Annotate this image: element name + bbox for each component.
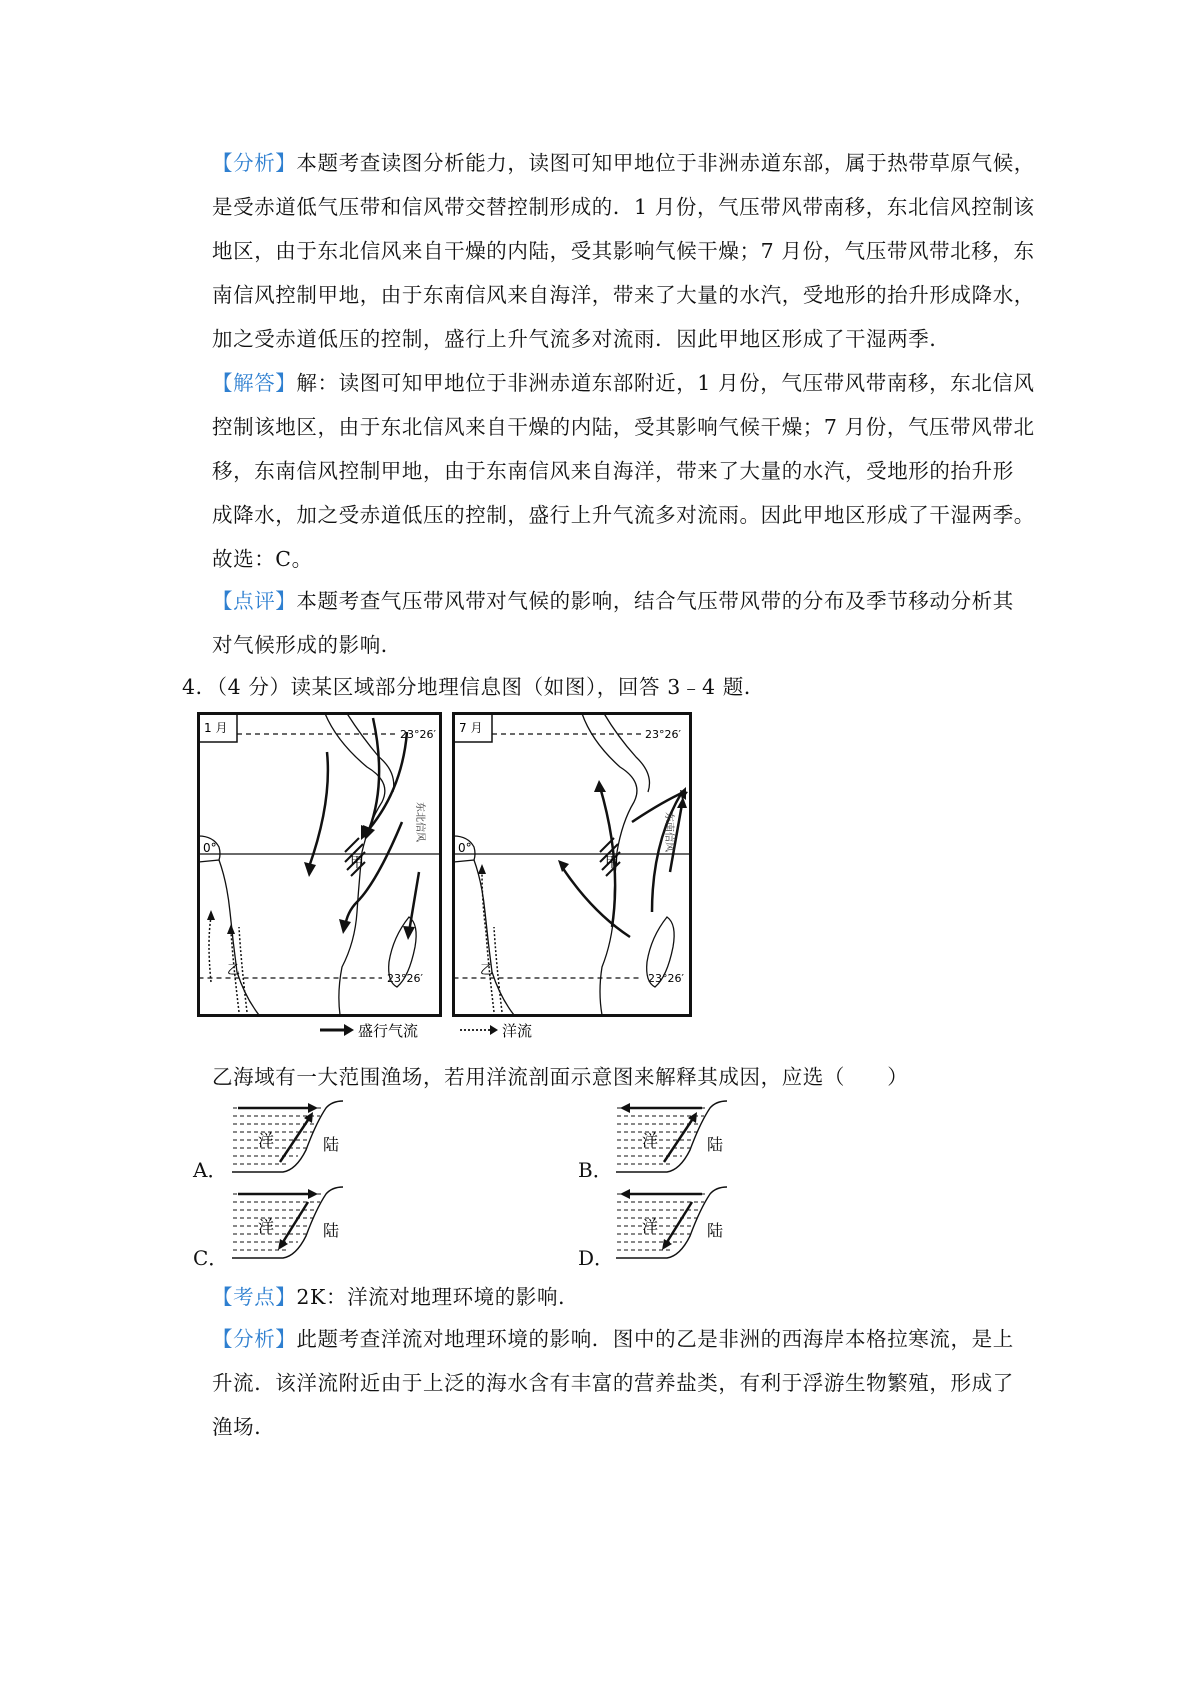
kaodian-line: 【考点】2K：洋流对地理环境的影响．: [212, 1285, 580, 1309]
map-jul-yi: 乙: [480, 963, 494, 978]
option-c-sea: 洋: [258, 1217, 275, 1236]
option-c-land: 陆: [323, 1221, 340, 1240]
answer-line-2: 控制该地区，由于东北信风来自干燥的内陆，受其影响气候干燥；7 月份，气压带风带北: [212, 415, 1035, 439]
map-jul-tropic-n: 23°26′: [645, 728, 681, 741]
analysis2-line-3: 渔场．: [212, 1415, 276, 1439]
analysis-line-2: 是受赤道低气压带和信风带交替控制形成的．1 月份，气压带风带南移，东北信风控制该: [212, 195, 1035, 219]
legend-wind-label: 盛行气流: [358, 1022, 419, 1040]
option-b-land: 陆: [707, 1135, 724, 1154]
option-b-diagram[interactable]: [612, 1098, 732, 1176]
option-c-diagram[interactable]: [228, 1184, 348, 1262]
legend-current-label: 洋流: [502, 1022, 533, 1040]
option-d-land: 陆: [707, 1221, 724, 1240]
option-d-diagram[interactable]: [612, 1184, 732, 1262]
comment-line-1: 【点评】本题考查气压带风带对气候的影响，结合气压带风带的分布及季节移动分析其: [212, 589, 1014, 613]
svg-text:东南信风: 东南信风: [663, 812, 674, 852]
kaodian-tag: 【考点】: [212, 1285, 297, 1309]
map-jan-tropic-s: 23°26′: [387, 972, 423, 985]
map-january: [197, 712, 442, 1017]
option-a-letter[interactable]: A．: [193, 1158, 228, 1182]
analysis2-line-1: 【分析】此题考查洋流对地理环境的影响．图中的乙是非洲的西海岸本格拉寒流，是上: [212, 1327, 1014, 1351]
analysis-line-1: 【分析】本题考查读图分析能力，读图可知甲地位于非洲赤道东部，属于热带草原气候，: [212, 151, 1035, 175]
analysis2-line-2: 升流．该洋流附近由于上泛的海水含有丰富的营养盐类，有利于浮游生物繁殖，形成了: [212, 1371, 1014, 1395]
question-stem: 4．（4 分）读某区域部分地理信息图（如图），回答 3﹣4 题．: [182, 675, 765, 699]
analysis-line-5: 加之受赤道低压的控制，盛行上升气流多对流雨．因此甲地区形成了干湿两季．: [212, 327, 951, 351]
map-jul-equator: 0°: [458, 841, 472, 855]
option-d-letter[interactable]: D．: [578, 1246, 615, 1270]
svg-text:东北信风: 东北信风: [414, 802, 425, 842]
option-b-letter[interactable]: B．: [578, 1158, 613, 1182]
question-prompt: 乙海域有一大范围渔场，若用洋流剖面示意图来解释其成因，应选（ ）: [212, 1065, 909, 1089]
analysis2-tag: 【分析】: [212, 1327, 297, 1351]
map-july: [452, 712, 692, 1017]
map-jan-month-label: 1 月: [204, 721, 228, 735]
map-jul-jia: 甲: [605, 855, 619, 871]
map-jan-jia: 甲: [350, 855, 364, 871]
answer-line-1: 【解答】解：读图可知甲地位于非洲赤道东部附近，1 月份，气压带风带南移，东北信风: [212, 371, 1035, 395]
comment-tag: 【点评】: [212, 589, 297, 613]
option-c-letter[interactable]: C．: [193, 1246, 229, 1270]
answer-line-4: 成降水，加之受赤道低压的控制，盛行上升气流多对流雨。因此甲地区形成了干湿两季。: [212, 503, 1035, 527]
answer-line-5: 故选：C。: [212, 547, 313, 571]
option-a-diagram[interactable]: [228, 1098, 348, 1176]
comment-line-2: 对气候形成的影响．: [212, 633, 402, 657]
option-d-sea: 洋: [642, 1217, 659, 1236]
map-legend: [310, 1017, 610, 1045]
option-a-land: 陆: [323, 1135, 340, 1154]
map-jan-equator: 0°: [203, 841, 217, 855]
analysis-line-4: 南信风控制甲地，由于东南信风来自海洋，带来了大量的水汽，受地形的抬升形成降水，: [212, 283, 1035, 307]
map-jul-month-label: 7 月: [459, 721, 483, 735]
map-jan-yi: 乙: [227, 963, 241, 978]
option-b-sea: 洋: [642, 1131, 659, 1150]
map-jul-tropic-s: 23°26′: [648, 972, 684, 985]
analysis-line-3: 地区，由于东北信风来自干燥的内陆，受其影响气候干燥；7 月份，气压带风带北移，东: [212, 239, 1035, 263]
option-a-sea: 洋: [258, 1131, 275, 1150]
analysis-tag: 【分析】: [212, 151, 297, 175]
answer-tag: 【解答】: [212, 371, 297, 395]
map-jan-tropic-n: 23°26′: [400, 728, 436, 741]
answer-line-3: 移，东南信风控制甲地，由于东南信风来自海洋，带来了大量的水汽，受地形的抬升形: [212, 459, 1014, 483]
